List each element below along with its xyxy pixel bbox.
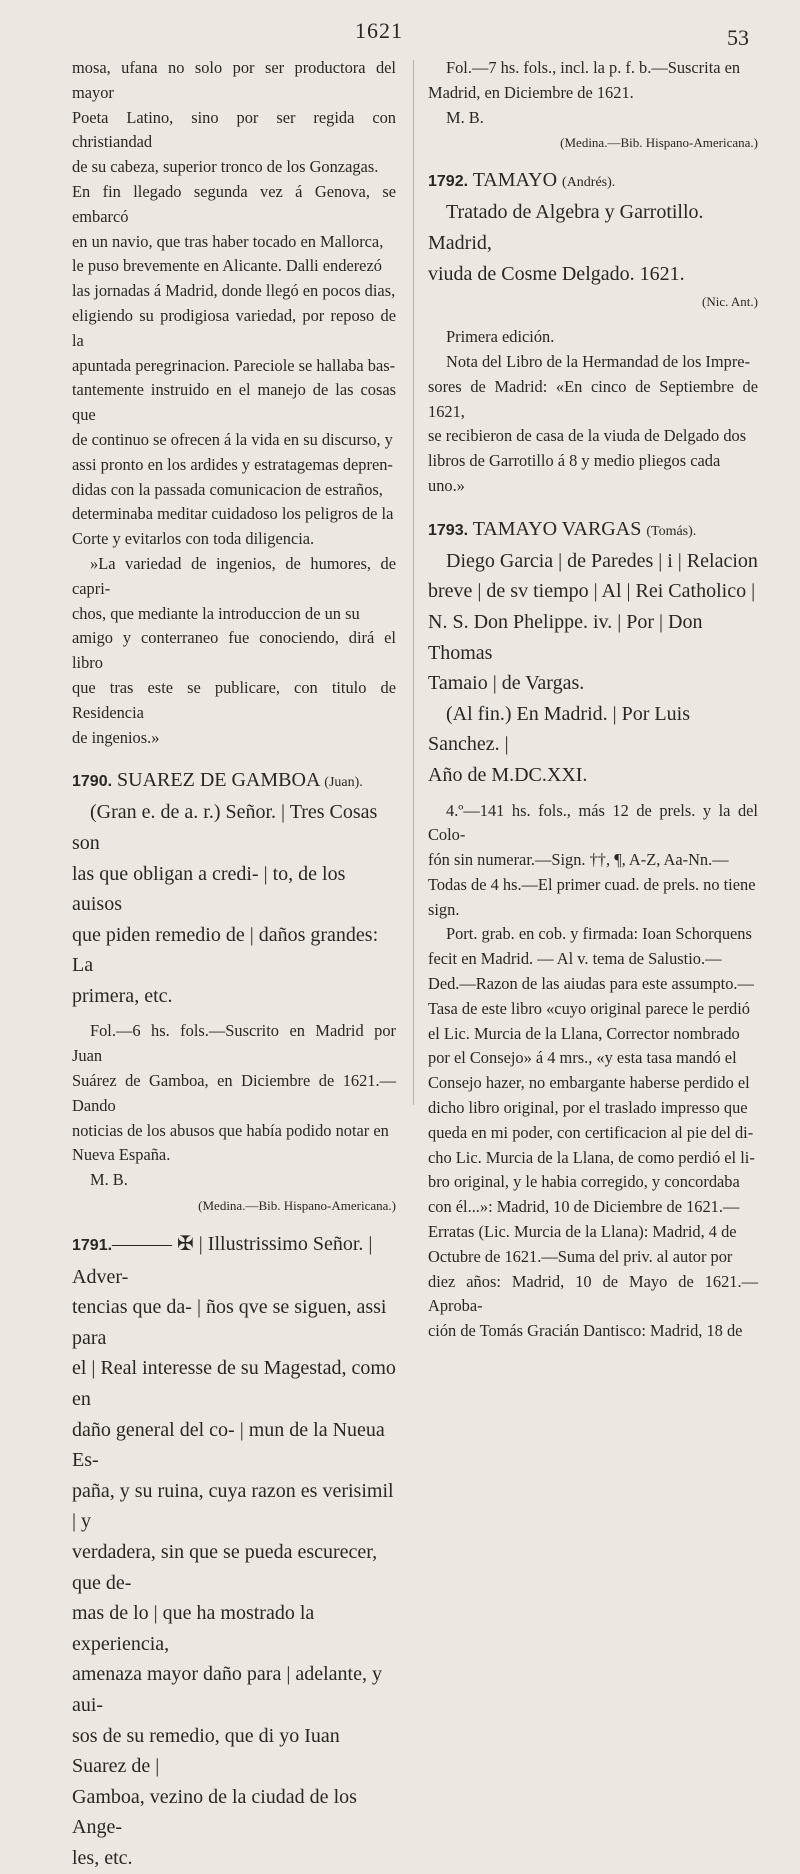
note-line: Ded.—Razon de las aiudas para este assumpto.— bbox=[428, 974, 754, 994]
entry-source: (Medina.—Bib. Hispano-Americana.) bbox=[560, 135, 758, 151]
text-line: amigo y conterraneo fue conociendo, dirá el libro bbox=[72, 628, 396, 673]
column-divider bbox=[413, 60, 414, 1105]
note-line: Todas de 4 hs.—El primer cuad. de prels. no tiene bbox=[428, 874, 756, 894]
note-line: Primera edición. bbox=[446, 327, 555, 347]
text-line: que tras este se publicare, con titulo de Residencia bbox=[72, 677, 396, 722]
title-line: las que obligan a credi- | to, de los auisos bbox=[72, 862, 346, 916]
note-line: por el Consejo» á 4 mrs., «y esta tasa mandó el bbox=[428, 1048, 737, 1068]
continued-note bbox=[428, 56, 758, 152]
title-line: les, etc. bbox=[72, 1846, 133, 1869]
page-number: 53 bbox=[727, 25, 749, 50]
title-line: viuda de Cosme Delgado. 1621. bbox=[428, 262, 685, 285]
note-line: con él...»: Madrid, 10 de Diciembre de 1621.— bbox=[428, 1197, 740, 1217]
entry-heading bbox=[428, 166, 758, 197]
entry-author: TAMAYO bbox=[472, 169, 558, 192]
note-line: uno.» bbox=[428, 475, 465, 495]
entry-author: TAMAYO VARGAS bbox=[472, 517, 642, 540]
entry-1790 bbox=[72, 766, 396, 1215]
entry-author-given: (Tomás). bbox=[646, 523, 697, 539]
note-line: Fol.—6 hs. fols.—Suscrito en Madrid por Juan bbox=[72, 1021, 396, 1066]
text-line: tantemente instruido en el manejo de las cosas que bbox=[72, 380, 396, 425]
running-header-year: 1621 bbox=[355, 18, 403, 43]
title-line: Diego Garcia | de Paredes | i | Relacion bbox=[446, 549, 758, 572]
intro-paragraph bbox=[72, 56, 396, 750]
note-line: Tasa de este libro «cuyo original parece le perdió bbox=[428, 998, 750, 1018]
note-line: M. B. bbox=[90, 1170, 128, 1190]
title-line: (Gran e. de a. r.) Señor. | Tres Cosas son bbox=[72, 801, 378, 854]
note-line: se recibieron de casa de la viuda de Delgado dos bbox=[428, 426, 747, 446]
text-line: las jornadas á Madrid, donde llegó en pocos dias, bbox=[72, 281, 396, 301]
text-line: chos, que mediante la introduccion de un su bbox=[72, 603, 360, 623]
title-line: Gamboa, vezino de la ciudad de los Ange- bbox=[72, 1785, 357, 1839]
left-column bbox=[72, 56, 396, 1874]
note-line: Nueva España. bbox=[72, 1145, 171, 1165]
entry-number: 1791. bbox=[72, 1237, 113, 1255]
note-line: 4.º—141 hs. fols., más 12 de prels. y la del Colo- bbox=[428, 800, 758, 845]
note-line: fecit en Madrid. — Al v. tema de Salustio.— bbox=[428, 949, 722, 969]
note-line: diez años: Madrid, 10 de Mayo de 1621.—Aproba- bbox=[428, 1271, 758, 1316]
title-line: daño general del co- | mun de la Nueua Es- bbox=[72, 1418, 385, 1472]
title-line: tencias que da- | ños qve se siguen, assi para bbox=[72, 1296, 387, 1349]
right-column bbox=[428, 56, 758, 1344]
entry-1793 bbox=[428, 515, 758, 1344]
note-line: libros de Garrotillo á 8 y medio pliegos cada bbox=[428, 451, 721, 471]
text-line: determinaba meditar cuidadoso los peligros de la bbox=[72, 504, 394, 524]
entry-heading bbox=[428, 515, 758, 546]
title-line: (Al fin.) En Madrid. | Por Luis Sanchez. | bbox=[428, 702, 690, 756]
entry-1792 bbox=[428, 166, 758, 498]
note-line: cho Lic. Murcia de la Llana, de como perdió el li- bbox=[428, 1147, 755, 1167]
entry-dash: ——— bbox=[112, 1233, 173, 1256]
entry-heading bbox=[72, 1229, 396, 1292]
entry-number: 1790. bbox=[72, 773, 113, 791]
title-line: ✠ | Illustrissimo Señor. | Adver- bbox=[72, 1233, 373, 1288]
text-line: assi pronto en los ardides y estratagemas depren- bbox=[72, 454, 393, 474]
note-line: ción de Tomás Gracián Dantisco: Madrid, 18 de bbox=[428, 1321, 743, 1341]
entry-number: 1793. bbox=[428, 521, 469, 539]
title-line: Tratado de Algebra y Garrotillo. Madrid, bbox=[428, 201, 704, 254]
title-line: N. S. Don Phelippe. iv. | Por | Don Thomas bbox=[428, 610, 703, 664]
text-line: de ingenios.» bbox=[72, 727, 160, 747]
entry-author-given: (Andrés). bbox=[562, 175, 616, 191]
note-line: M. B. bbox=[446, 107, 484, 127]
text-line: apuntada peregrinacion. Pareciole se hallaba bas- bbox=[72, 355, 396, 375]
text-line: le puso brevemente en Alicante. Dalli enderezó bbox=[72, 256, 382, 276]
text-line: de su cabeza, superior tronco de los Gonzagas. bbox=[72, 157, 379, 177]
note-line: fón sin numerar.—Sign. ††, ¶, A-Z, Aa-Nn.— bbox=[428, 850, 729, 870]
title-line: paña, y su ruina, cuya razon es verisimil | y bbox=[72, 1479, 394, 1533]
note-line: Suárez de Gamboa, en Diciembre de 1621.—Dando bbox=[72, 1071, 396, 1115]
note-line: queda en mi poder, con certificacion al pie del di- bbox=[428, 1122, 754, 1142]
note-line: bro original, y le habia corregido, y concordaba bbox=[428, 1172, 740, 1192]
title-line: verdadera, sin que se pueda escurecer, que de- bbox=[72, 1540, 378, 1594]
note-line: Consejo hazer, no embargante haberse perdido el bbox=[428, 1073, 750, 1093]
text-line: didas con la passada comunicacion de estraños, bbox=[72, 479, 383, 499]
title-line: Año de M.DC.XXI. bbox=[428, 763, 588, 786]
text-line: de continuo se ofrecen á la vida en su discurso, y bbox=[72, 429, 393, 449]
text-line: eligiendo su prodigiosa variedad, por reposo de la bbox=[72, 305, 396, 350]
title-line: sos de su remedio, que di yo Iuan Suarez de | bbox=[72, 1724, 340, 1778]
title-line: primera, etc. bbox=[72, 984, 173, 1007]
note-line: noticias de los abusos que había podido notar en bbox=[72, 1120, 389, 1140]
text-line: En fin llegado segunda vez á Genova, se embarcó bbox=[72, 181, 396, 226]
text-line: Poeta Latino, sino por ser regida con christiandad bbox=[72, 107, 396, 152]
note-line: Octubre de 1621.—Suma del priv. al autor por bbox=[428, 1246, 733, 1266]
title-line: el | Real interesse de su Magestad, como en bbox=[72, 1357, 396, 1411]
text-line: mosa, ufana no solo por ser productora del mayor bbox=[72, 58, 396, 102]
note-line: sign. bbox=[428, 899, 460, 919]
note-line: Nota del Libro de la Hermandad de los Impre- bbox=[446, 351, 751, 371]
entry-heading bbox=[72, 766, 396, 797]
title-line: amenaza mayor daño para | adelante, y aui- bbox=[72, 1663, 382, 1716]
text-line: »La variedad de ingenios, de humores, de capri- bbox=[72, 553, 396, 598]
title-line: que piden remedio de | daños grandes: La bbox=[72, 923, 379, 977]
note-line: Madrid, en Diciembre de 1621. bbox=[428, 82, 634, 102]
note-line: el Lic. Murcia de la Llana, Corrector nombrado bbox=[428, 1023, 740, 1043]
note-line: Fol.—7 hs. fols., incl. la p. f. b.—Suscrita en bbox=[446, 58, 741, 77]
entry-1791 bbox=[72, 1229, 396, 1873]
note-line: Port. grab. en cob. y firmada: Ioan Schorquens bbox=[446, 924, 752, 944]
note-line: dicho libro original, por el traslado impresso que bbox=[428, 1098, 748, 1118]
entry-author-given: (Juan). bbox=[324, 775, 363, 791]
entry-source: (Medina.—Bib. Hispano-Americana.) bbox=[198, 1198, 396, 1214]
title-line: Tamaio | de Vargas. bbox=[428, 672, 585, 695]
title-line: breve | de sv tiempo | Al | Rei Catholico | bbox=[428, 580, 756, 603]
entry-number: 1792. bbox=[428, 173, 469, 191]
note-line: sores de Madrid: «En cinco de Septiembre de 1621, bbox=[428, 376, 758, 421]
text-line: en un navio, que tras haber tocado en Mallorca, bbox=[72, 231, 384, 251]
title-line: mas de lo | que ha mostrado la experiencia, bbox=[72, 1602, 315, 1655]
entry-author: SUAREZ DE GAMBOA bbox=[117, 769, 320, 792]
note-line: Erratas (Lic. Murcia de la Llana): Madrid, 4 de bbox=[428, 1222, 737, 1242]
text-line: Corte y evitarlos con toda diligencia. bbox=[72, 529, 315, 549]
entry-source: (Nic. Ant.) bbox=[702, 294, 758, 310]
